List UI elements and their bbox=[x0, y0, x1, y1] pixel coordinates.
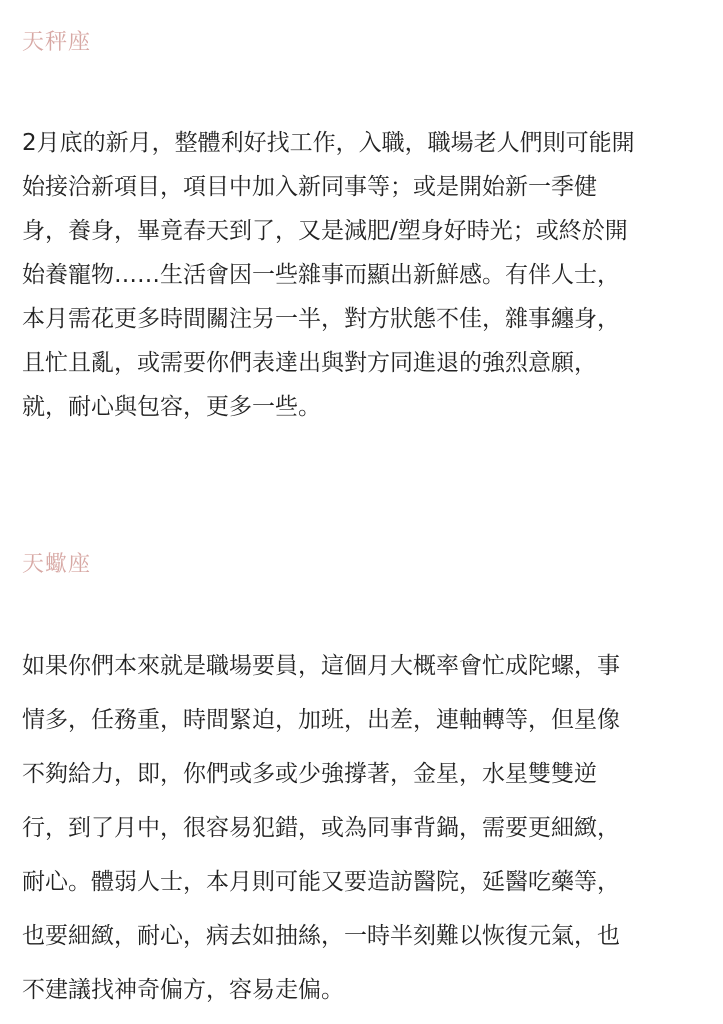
paragraph-line: 不建議找神奇偏方，容易走偏。 bbox=[22, 977, 344, 1003]
section-libra bbox=[22, 28, 707, 425]
paragraph-line: 始接洽新項目，項目中加入新同事等；或是開始新一季健 bbox=[22, 174, 597, 200]
section-heading: 天秤座 bbox=[22, 30, 92, 55]
paragraph-line: 始養寵物……生活會因一些雜事而顯出新鮮感。有伴人士， bbox=[22, 262, 620, 288]
paragraph-line: 情多，任務重，時間緊迫，加班，出差，連軸轉等，但星像 bbox=[22, 707, 620, 733]
section-heading: 天蠍座 bbox=[22, 552, 92, 577]
paragraph-line: 本月需花更多時間關注另一半，對方狀態不佳，雜事纏身， bbox=[22, 306, 620, 332]
paragraph-line: 不夠給力，即，你們或多或少強撐著，金星，水星雙雙逆 bbox=[22, 761, 597, 787]
paragraph-line: 2月底的新月，整體利好找工作，入職，職場老人們則可能開 bbox=[22, 130, 635, 156]
paragraph-line: 也要細緻，耐心，病去如抽絲，一時半刻難以恢復元氣，也 bbox=[22, 923, 620, 949]
section-paragraph bbox=[22, 125, 707, 425]
paragraph-line: 耐心。體弱人士，本月則可能又要造訪醫院，延醫吃藥等， bbox=[22, 869, 620, 895]
section-scorpio bbox=[22, 550, 707, 1008]
paragraph-line: 且忙且亂，或需要你們表達出與對方同進退的強烈意願， bbox=[22, 350, 597, 376]
section-paragraph bbox=[22, 648, 707, 1008]
paragraph-line: 身，養身，畢竟春天到了，又是減肥/塑身好時光；或終於開 bbox=[22, 218, 628, 244]
paragraph-line: 行，到了月中，很容易犯錯，或為同事背鍋，需要更細緻， bbox=[22, 815, 620, 841]
paragraph-line: 就，耐心與包容，更多一些。 bbox=[22, 394, 321, 420]
paragraph-line: 如果你們本來就是職場要員，這個月大概率會忙成陀螺，事 bbox=[22, 653, 620, 679]
